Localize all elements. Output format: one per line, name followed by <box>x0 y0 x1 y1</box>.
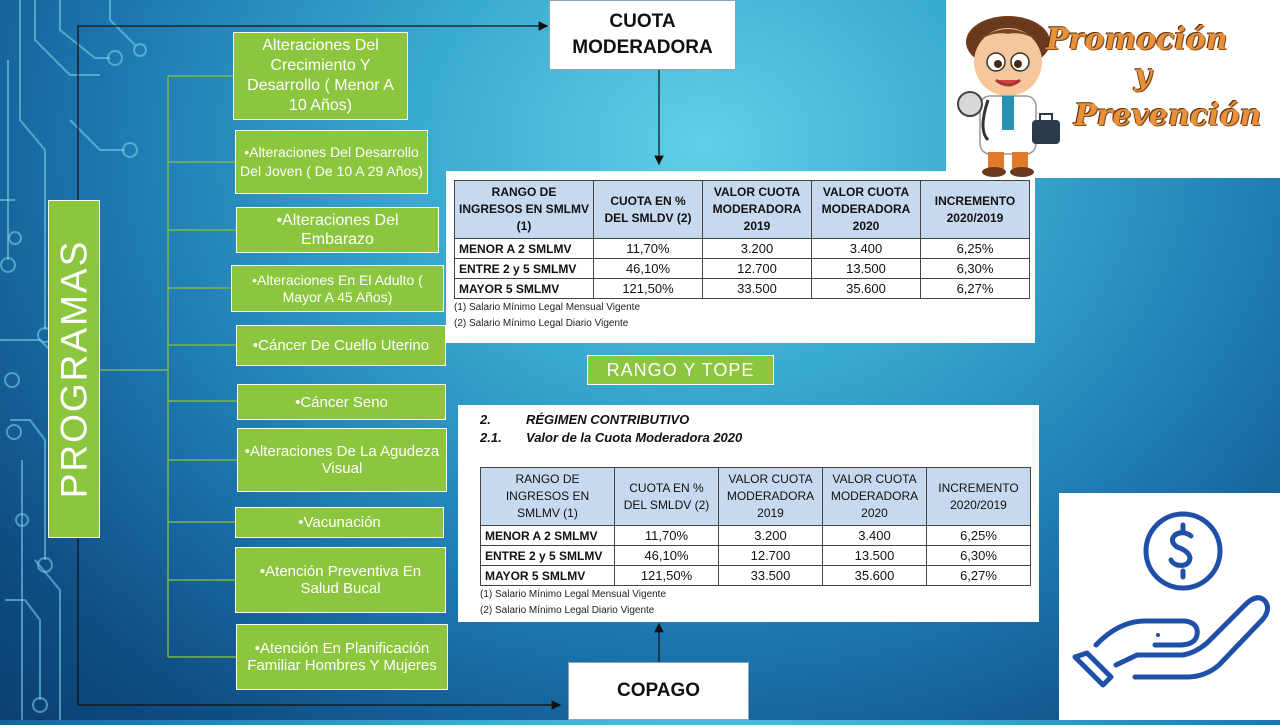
table-cell: 33.500 <box>719 566 823 586</box>
table-cell: 121,50% <box>615 566 719 586</box>
table-cell: 3.200 <box>719 526 823 546</box>
program-box-pregnancy[interactable] <box>236 207 439 253</box>
table-note: (2) Salario Mínimo Legal Diario Vigente <box>454 318 629 329</box>
rango-tope-text: RANGO Y TOPE <box>606 359 755 380</box>
regime-number: 2. <box>480 412 491 427</box>
table-cell: 6,27% <box>927 566 1031 586</box>
table-cell: 3.400 <box>812 239 921 259</box>
table-header: VALOR CUOTA MODERADORA 2019 <box>719 468 823 526</box>
table-row <box>455 259 1030 279</box>
program-box-vaccination[interactable] <box>235 507 444 538</box>
program-label: •Vacunación <box>298 514 381 531</box>
program-label: •Alteraciones En El Adulto ( Mayor A 45 Años) <box>252 271 423 305</box>
table-cell: 11,70% <box>615 526 719 546</box>
table-header: INCREMENTO 2020/2019 <box>921 181 1030 239</box>
table-cell: 3.200 <box>703 239 812 259</box>
regime-subtitle <box>480 429 1039 447</box>
promocion-prevencion-logo <box>946 0 1280 178</box>
logo-line-2: y <box>1134 58 1152 93</box>
logo-line-3: Prevención <box>1074 98 1262 133</box>
program-box-cervical-cancer[interactable] <box>236 325 446 366</box>
table-cell: MENOR A 2 SMLMV <box>481 526 615 546</box>
table-cell: 6,25% <box>921 239 1030 259</box>
program-box-adult[interactable] <box>231 265 444 312</box>
table-cell: 121,50% <box>594 279 703 299</box>
regime-number: 2.1. <box>480 430 502 445</box>
regime-text: RÉGIMEN CONTRIBUTIVO <box>526 412 690 427</box>
money-icon-card <box>1059 493 1280 720</box>
programs-label <box>48 200 100 538</box>
table-cell: 46,10% <box>594 259 703 279</box>
logo-line-1: Promoción <box>1046 22 1228 57</box>
table-cell: 11,70% <box>594 239 703 259</box>
table-cell: 13.500 <box>812 259 921 279</box>
cuota-moderadora-box[interactable] <box>549 0 736 70</box>
table-cell: 12.700 <box>703 259 812 279</box>
table-cell: 6,30% <box>921 259 1030 279</box>
table-cell: 35.600 <box>823 566 927 586</box>
program-label: •Alteraciones De La Agudeza Visual <box>244 443 440 477</box>
program-label: Alteraciones Del Crecimiento Y Desarrollo ( Menor A 10 Años) <box>247 37 394 114</box>
table-cell: 6,30% <box>927 546 1031 566</box>
table-row <box>455 239 1030 259</box>
program-box-oral-health[interactable] <box>235 547 446 613</box>
table-header: CUOTA EN % DEL SMLDV (2) <box>594 181 703 239</box>
program-box-family-planning[interactable] <box>236 624 448 690</box>
table-note: (2) Salario Mínimo Legal Diario Vigente <box>480 605 655 616</box>
program-label: •Alteraciones Del Desarrollo Del Joven ( De 10 A 29 Años) <box>240 144 423 179</box>
table-header: VALOR CUOTA MODERADORA 2020 <box>812 181 921 239</box>
table-cell: 35.600 <box>812 279 921 299</box>
table-cell: MAYOR 5 SMLMV <box>455 279 594 299</box>
table-row <box>481 526 1031 546</box>
table-cell: MAYOR 5 SMLMV <box>481 566 615 586</box>
table-row <box>481 566 1031 586</box>
program-box-youth[interactable] <box>235 130 428 194</box>
cuota-table <box>454 180 1030 299</box>
table-header: VALOR CUOTA MODERADORA 2020 <box>823 468 927 526</box>
table-cell: 13.500 <box>823 546 927 566</box>
table-cell: ENTRE 2 y 5 SMLMV <box>455 259 594 279</box>
cuota-moderadora-label: CUOTA MODERADORA <box>572 11 713 58</box>
table-cell: 33.500 <box>703 279 812 299</box>
copago-label: COPAGO <box>616 680 701 701</box>
program-box-visual-acuity[interactable] <box>237 428 447 492</box>
table-cell: 6,27% <box>921 279 1030 299</box>
table-cell: 46,10% <box>615 546 719 566</box>
cuota-table <box>480 467 1031 586</box>
program-label: •Cáncer Seno <box>295 393 388 411</box>
program-box-growth[interactable] <box>233 32 408 120</box>
programs-label-text: PROGRAMAS <box>53 239 95 499</box>
program-label: •Atención Preventiva En Salud Bucal <box>259 563 422 597</box>
table-cell: 12.700 <box>719 546 823 566</box>
table-header: RANGO DE INGRESOS EN SMLMV (1) <box>455 181 594 239</box>
program-label: •Cáncer De Cuello Uterino <box>252 337 430 354</box>
table-header: INCREMENTO 2020/2019 <box>927 468 1031 526</box>
regime-text: Valor de la Cuota Moderadora 2020 <box>526 430 743 445</box>
program-box-breast-cancer[interactable] <box>237 384 446 420</box>
table-header: VALOR CUOTA MODERADORA 2019 <box>703 181 812 239</box>
table-row <box>455 279 1030 299</box>
table-cell: MENOR A 2 SMLMV <box>455 239 594 259</box>
cuota-table-bottom <box>458 405 1039 622</box>
program-label: •Alteraciones Del Embarazo <box>276 212 399 248</box>
table-header: RANGO DE INGRESOS EN SMLMV (1) <box>481 468 615 526</box>
rango-tope-label[interactable] <box>587 355 774 385</box>
table-header: CUOTA EN % DEL SMLDV (2) <box>615 468 719 526</box>
regime-title <box>480 411 1039 429</box>
table-note: (1) Salario Mínimo Legal Mensual Vigente <box>454 302 641 313</box>
hand-holding-dollar-icon <box>1059 493 1280 720</box>
table-cell: ENTRE 2 y 5 SMLMV <box>481 546 615 566</box>
copago-box[interactable] <box>568 662 749 720</box>
table-cell: 6,25% <box>927 526 1031 546</box>
cuota-table-top <box>446 171 1035 343</box>
table-row <box>481 546 1031 566</box>
table-cell: 3.400 <box>823 526 927 546</box>
table-note: (1) Salario Mínimo Legal Mensual Vigente <box>480 589 667 600</box>
program-label: •Atención En Planificación Familiar Hombres Y Mujeres <box>247 640 437 674</box>
